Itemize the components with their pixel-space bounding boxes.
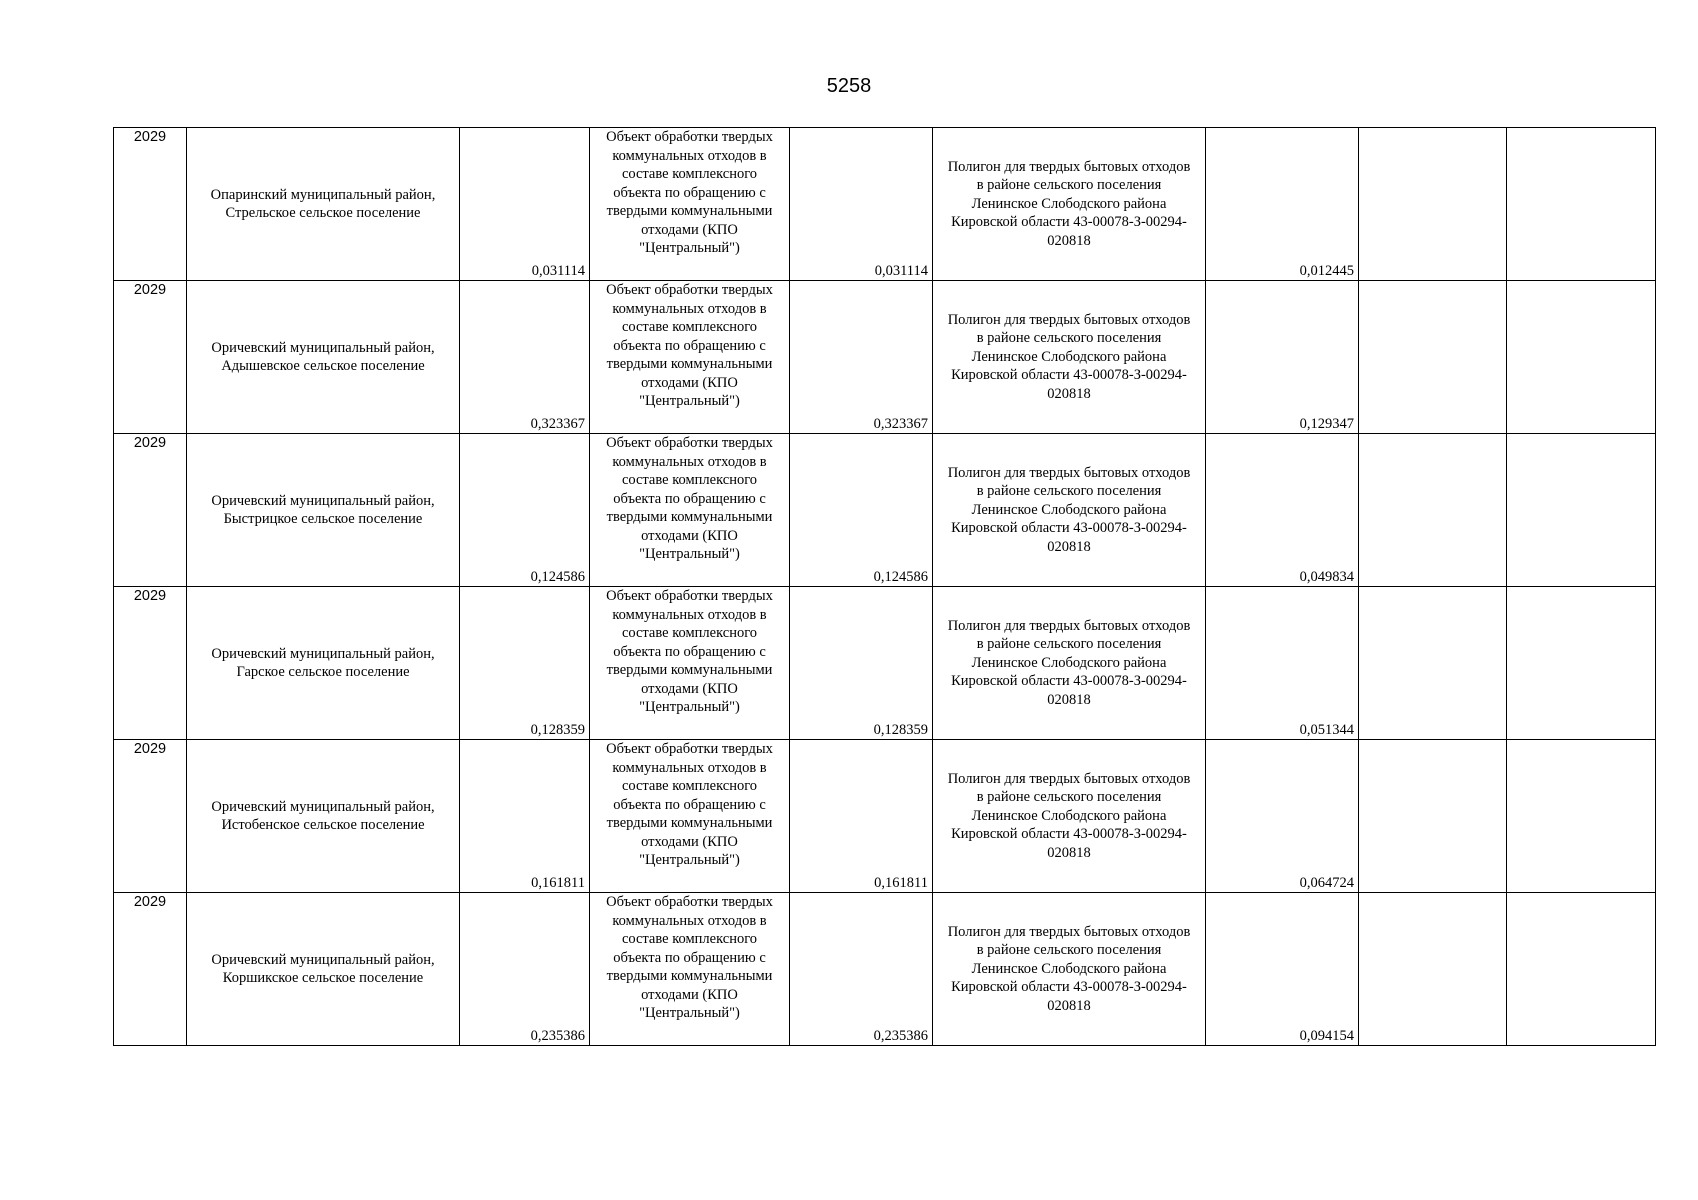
- landfill-name: Полигон для твердых бытовых отходов в районе сельского поселения Ленинское Слободского района Кировской области 43-00078-З-00294-020818: [947, 617, 1191, 708]
- municipality-name: Опаринский муниципальный район, Стрельское сельское поселение: [210, 186, 436, 221]
- table-body: [114, 128, 1656, 1046]
- landfill-name: Полигон для твердых бытовых отходов в районе сельского поселения Ленинское Слободского района Кировской области 43-00078-З-00294-020818: [947, 464, 1191, 555]
- volume-1-cell: 0,128359: [460, 587, 590, 740]
- volume-2-cell: 0,124586: [790, 434, 933, 587]
- facility-cell: [590, 740, 790, 893]
- page-number: 5258: [826, 75, 872, 97]
- year-cell: 2029: [114, 128, 187, 281]
- municipality-name: Оричевский муниципальный район, Адышевское сельское поселение: [211, 339, 435, 374]
- volume-3-cell: 0,049834: [1206, 434, 1359, 587]
- volume-3-cell: 0,129347: [1206, 281, 1359, 434]
- table-row: [114, 281, 1656, 434]
- landfill-name: Полигон для твердых бытовых отходов в районе сельского поселения Ленинское Слободского района Кировской области 43-00078-З-00294-020818: [947, 158, 1191, 249]
- volume-2-cell: 0,323367: [790, 281, 933, 434]
- municipality-cell: [187, 587, 460, 740]
- landfill-name: Полигон для твердых бытовых отходов в районе сельского поселения Ленинское Слободского района Кировской области 43-00078-З-00294-020818: [947, 923, 1191, 1014]
- table-row: [114, 740, 1656, 893]
- year-cell: 2029: [114, 740, 187, 893]
- empty-cell: [1507, 740, 1656, 893]
- landfill-cell: [933, 434, 1206, 587]
- volume-1-cell: 0,161811: [460, 740, 590, 893]
- facility-cell: [590, 434, 790, 587]
- table-row: [114, 434, 1656, 587]
- volume-3-cell: 0,094154: [1206, 893, 1359, 1046]
- volume-2-cell: 0,128359: [790, 587, 933, 740]
- municipality-name: Оричевский муниципальный район, Коршикское сельское поселение: [211, 951, 435, 986]
- empty-cell: [1359, 434, 1507, 587]
- empty-cell: [1359, 128, 1507, 281]
- landfill-cell: [933, 740, 1206, 893]
- landfill-cell: [933, 281, 1206, 434]
- municipality-cell: [187, 740, 460, 893]
- empty-cell: [1507, 281, 1656, 434]
- municipality-name: Оричевский муниципальный район, Быстрицкое сельское поселение: [211, 492, 435, 527]
- facility-name: Объект обработки твердых коммунальных отходов в составе комплексного объекта по обращению с твердыми коммунальными отходами (КПО "Центральный"): [606, 894, 773, 1021]
- year-cell: 2029: [114, 434, 187, 587]
- facility-cell: [590, 281, 790, 434]
- empty-cell: [1507, 587, 1656, 740]
- empty-cell: [1359, 587, 1507, 740]
- landfill-name: Полигон для твердых бытовых отходов в районе сельского поселения Ленинское Слободского района Кировской области 43-00078-З-00294-020818: [947, 311, 1191, 402]
- empty-cell: [1507, 434, 1656, 587]
- landfill-cell: [933, 893, 1206, 1046]
- facility-name: Объект обработки твердых коммунальных отходов в составе комплексного объекта по обращению с твердыми коммунальными отходами (КПО "Центральный"): [606, 435, 773, 562]
- year-cell: 2029: [114, 587, 187, 740]
- volume-1-cell: 0,235386: [460, 893, 590, 1046]
- volume-1-cell: 0,323367: [460, 281, 590, 434]
- landfill-name: Полигон для твердых бытовых отходов в районе сельского поселения Ленинское Слободского района Кировской области 43-00078-З-00294-020818: [947, 770, 1191, 861]
- facility-cell: [590, 128, 790, 281]
- volume-3-cell: 0,012445: [1206, 128, 1359, 281]
- empty-cell: [1359, 740, 1507, 893]
- volume-3-cell: 0,051344: [1206, 587, 1359, 740]
- empty-cell: [1359, 893, 1507, 1046]
- table-row: [114, 587, 1656, 740]
- municipality-cell: [187, 893, 460, 1046]
- facility-cell: [590, 893, 790, 1046]
- empty-cell: [1507, 893, 1656, 1046]
- year-cell: 2029: [114, 281, 187, 434]
- year-cell: 2029: [114, 893, 187, 1046]
- landfill-cell: [933, 587, 1206, 740]
- empty-cell: [1507, 128, 1656, 281]
- municipality-cell: [187, 281, 460, 434]
- volume-1-cell: 0,031114: [460, 128, 590, 281]
- waste-flow-table: [113, 127, 1656, 1046]
- facility-name: Объект обработки твердых коммунальных отходов в составе комплексного объекта по обращению с твердыми коммунальными отходами (КПО "Центральный"): [606, 588, 773, 715]
- volume-2-cell: 0,031114: [790, 128, 933, 281]
- municipality-cell: [187, 128, 460, 281]
- volume-2-cell: 0,161811: [790, 740, 933, 893]
- table-row: [114, 128, 1656, 281]
- municipality-name: Оричевский муниципальный район, Истобенское сельское поселение: [211, 798, 435, 833]
- facility-name: Объект обработки твердых коммунальных отходов в составе комплексного объекта по обращению с твердыми коммунальными отходами (КПО "Центральный"): [606, 129, 773, 256]
- facility-name: Объект обработки твердых коммунальных отходов в составе комплексного объекта по обращению с твердыми коммунальными отходами (КПО "Центральный"): [606, 741, 773, 868]
- volume-2-cell: 0,235386: [790, 893, 933, 1046]
- municipality-name: Оричевский муниципальный район, Гарское сельское поселение: [211, 645, 435, 680]
- municipality-cell: [187, 434, 460, 587]
- facility-cell: [590, 587, 790, 740]
- volume-3-cell: 0,064724: [1206, 740, 1359, 893]
- table-row: [114, 893, 1656, 1046]
- facility-name: Объект обработки твердых коммунальных отходов в составе комплексного объекта по обращению с твердыми коммунальными отходами (КПО "Центральный"): [606, 282, 773, 409]
- volume-1-cell: 0,124586: [460, 434, 590, 587]
- landfill-cell: [933, 128, 1206, 281]
- empty-cell: [1359, 281, 1507, 434]
